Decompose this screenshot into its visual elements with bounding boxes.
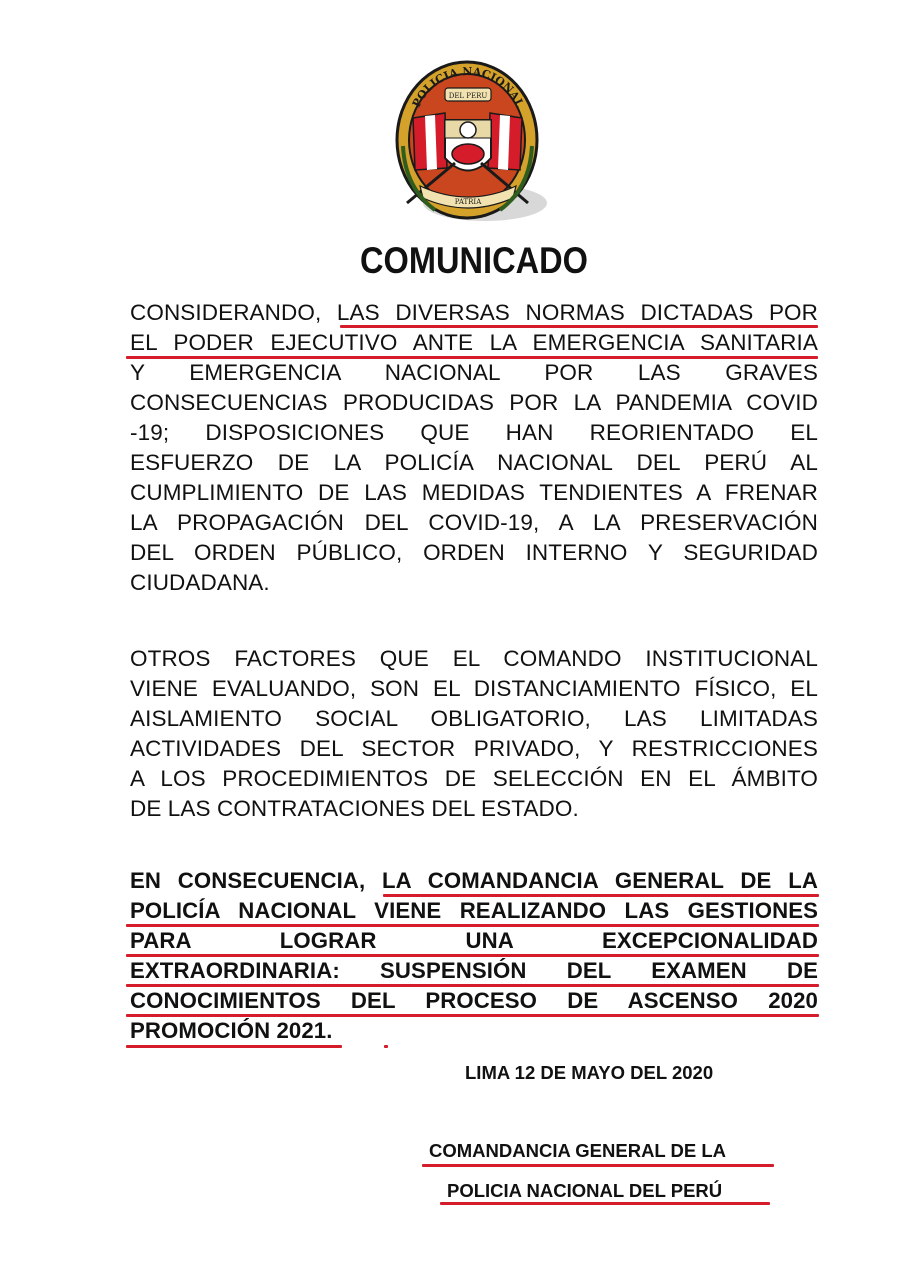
signature-line-1: COMANDANCIA GENERAL DE LA — [429, 1140, 727, 1161]
underline — [126, 984, 819, 987]
underline — [440, 1202, 770, 1205]
underline — [126, 356, 818, 359]
underline — [126, 1045, 342, 1048]
text-line: OTROS FACTORES QUE EL COMANDO INSTITUCIONAL — [130, 646, 818, 671]
text-line: PARA LOGRAR UNA EXCEPCIONALIDAD — [130, 928, 818, 953]
text-line: -19; DISPOSICIONES QUE HAN REORIENTADO EL — [130, 420, 818, 445]
text-line: CIUDADANA. — [130, 570, 270, 595]
paragraph-otros-factores — [130, 644, 818, 824]
svg-text:PATRIA: PATRIA — [454, 198, 482, 206]
underline — [126, 954, 819, 957]
text-line: DEL ORDEN PÚBLICO, ORDEN INTERNO Y SEGURIDAD — [130, 540, 818, 565]
text-line: POLICÍA NACIONAL VIENE REALIZANDO LAS GESTIONES — [130, 898, 818, 923]
text-line: VIENE EVALUANDO, SON EL DISTANCIAMIENTO FÍSICO, EL — [130, 676, 818, 701]
underline — [422, 1164, 774, 1167]
text-line: A LOS PROCEDIMIENTOS DE SELECCIÓN EN EL ÁMBITO — [130, 766, 818, 791]
emblem-top-text: POLICIA NACIONAL — [409, 64, 527, 110]
text-line: DE LAS CONTRATACIONES DEL ESTADO. — [130, 796, 579, 821]
signature-line-2: POLICIA NACIONAL DEL PERÚ — [447, 1180, 723, 1201]
text-line: ACTIVIDADES DEL SECTOR PRIVADO, Y RESTRICCIONES — [130, 736, 818, 761]
text-line: PROMOCIÓN 2021. — [130, 1018, 333, 1043]
text-line: AISLAMIENTO SOCIAL OBLIGATORIO, LAS LIMITADAS — [130, 706, 818, 731]
text-line: CONSIDERANDO, LAS DIVERSAS NORMAS DICTADAS POR — [130, 300, 818, 325]
police-emblem — [385, 58, 550, 226]
text-line: EL PODER EJECUTIVO ANTE LA EMERGENCIA SANITARIA — [130, 330, 818, 355]
svg-text:DEL PERU: DEL PERU — [448, 92, 488, 100]
document-title: COMUNICADO — [360, 240, 588, 281]
text-line: CUMPLIMIENTO DE LAS MEDIDAS TENDIENTES A FRENAR — [130, 480, 818, 505]
text-line: LA PROPAGACIÓN DEL COVID-19, A LA PRESERVACIÓN — [130, 510, 818, 535]
underline — [126, 1014, 819, 1017]
underline — [126, 924, 819, 927]
text-line: CONSECUENCIAS PRODUCIDAS POR LA PANDEMIA COVID — [130, 390, 818, 415]
text-line: Y EMERGENCIA NACIONAL POR LAS GRAVES — [130, 360, 818, 385]
text-line: ESFUERZO DE LA POLICÍA NACIONAL DEL PERÚ AL — [130, 450, 818, 475]
text-line: EN CONSECUENCIA, LA COMANDANCIA GENERAL DE LA — [130, 868, 818, 893]
date-line: LIMA 12 DE MAYO DEL 2020 — [465, 1062, 714, 1083]
underline — [340, 325, 818, 328]
underline — [383, 894, 819, 897]
text-line: EXTRAORDINARIA: SUSPENSIÓN DEL EXAMEN DE — [130, 958, 818, 983]
underline — [384, 1045, 388, 1048]
paragraph-considerando — [130, 298, 818, 598]
text-line: CONOCIMIENTOS DEL PROCESO DE ASCENSO 2020 — [130, 988, 818, 1013]
